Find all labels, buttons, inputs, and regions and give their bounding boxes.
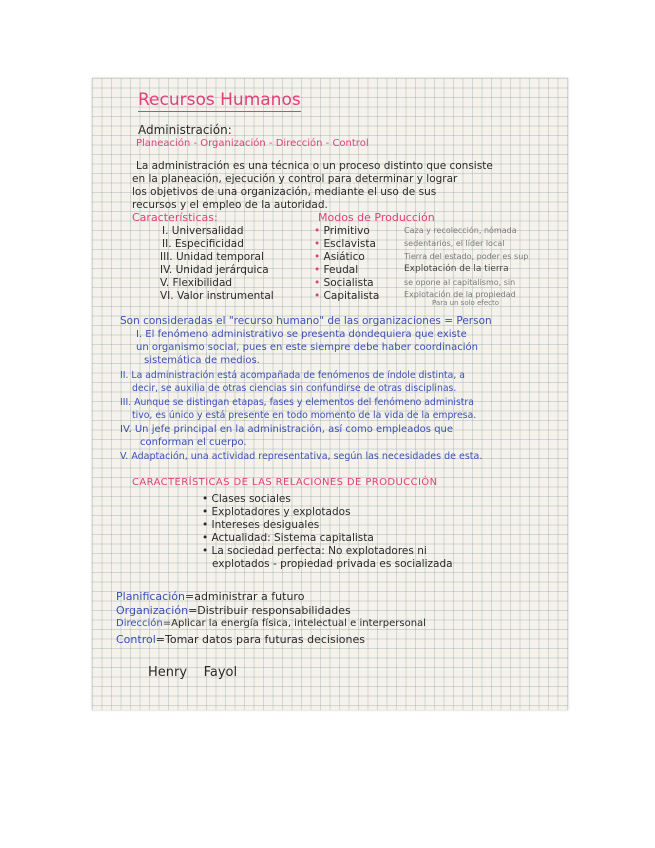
definition-line: La administración es una técnica o un proceso distinto que consiste (136, 160, 493, 172)
caracteristica-item: IV. Unidad jerárquica (160, 264, 269, 276)
caracteristica-item: III. Unidad temporal (160, 251, 264, 263)
recurso-item: tivo, es único y está presente en todo momento de la vida de la empresa. (132, 410, 477, 421)
definition-line: recursos y el empleo de la autoridad. (132, 199, 328, 211)
modo-note: Explotación de la propiedad (404, 290, 516, 299)
modo-note: Tierra del estado, poder es sup (404, 252, 529, 261)
recurso-humano-heading: Son consideradas el "recurso humano" de las organizaciones = Person (120, 315, 492, 327)
recurso-item: IV. Un jefe principal en la administración, así como empleados que (120, 424, 454, 435)
modo-note: Caza y recolección, nómada (404, 226, 517, 235)
author-name: Henry Fayol (148, 665, 238, 680)
caracteristica-item: V. Flexibilidad (160, 277, 233, 289)
fase-organizacion: Organización=Distribuir responsabilidades (116, 604, 351, 617)
fase-direccion: Dirección=Aplicar la energía física, intelectual e interpersonal (116, 618, 426, 629)
modo-note: sedentarios, el líder local (404, 239, 505, 248)
definition-line: los objetivos de una organización, mediante el uso de sus (132, 186, 437, 198)
relacion-item: explotados - propiedad privada es socializada (212, 558, 453, 570)
modo-item: • Asiático (314, 251, 365, 263)
recurso-item: un organismo social, pues en este siempre debe haber coordinación (136, 342, 479, 353)
admin-heading: Administración: (138, 123, 232, 137)
relaciones-heading: CARACTERÍSTICAS DE LAS RELACIONES DE PRODUCCIÓN (132, 477, 438, 488)
page-title: Recursos Humanos (138, 90, 301, 110)
caracteristica-item: II. Especificidad (162, 238, 244, 250)
modo-item: • Socialista (314, 277, 374, 289)
admin-phases: Planeación - Organización - Dirección - Control (136, 138, 369, 149)
recurso-item: II. La administración está acompañada de fenómenos de índole distinta, a (120, 370, 465, 381)
recurso-item: sistemática de medios. (144, 355, 260, 366)
notebook-page (92, 78, 568, 710)
modo-note: Explotación de la tierra (404, 264, 509, 274)
fase-control: Control=Tomar datos para futuras decisiones (116, 633, 365, 646)
modo-item: • Esclavista (314, 238, 376, 250)
modo-item: • Feudal (314, 264, 359, 276)
recurso-item: I. El fenómeno administrativo se presenta dondequiera que existe (136, 329, 467, 340)
modo-note: se opone al capitalismo, sin (404, 278, 516, 287)
recurso-item: V. Adaptación, una actividad representativa, según las necesidades de esta. (120, 451, 483, 462)
relacion-item: • Explotadores y explotados (202, 506, 351, 518)
relacion-item: • Intereses desiguales (202, 519, 320, 531)
caracteristica-item: I. Universalidad (162, 225, 244, 237)
recurso-item: decir, se auxilia de otras ciencias sin confundirse de otras disciplinas. (132, 383, 457, 394)
recurso-item: III. Aunque se distingan etapas, fases y elementos del fenómeno administra (120, 397, 474, 408)
relacion-item: • La sociedad perfecta: No explotadores ni (202, 545, 427, 557)
caracteristica-item: VI. Valor instrumental (160, 290, 274, 302)
relacion-item: • Actualidad: Sistema capitalista (202, 532, 374, 544)
caracteristicas-heading: Características: (132, 211, 218, 224)
fase-planificacion: Planificación=administrar a futuro (116, 590, 305, 603)
relacion-item: • Clases sociales (202, 493, 291, 505)
modo-item: • Primitivo (314, 225, 370, 237)
definition-line: en la planeación, ejecución y control para determinar y lograr (132, 173, 458, 185)
recurso-item: conforman el cuerpo. (140, 437, 247, 448)
modo-extra-note: Para un solo efecto (432, 299, 500, 307)
modos-heading: Modos de Producción (318, 211, 435, 224)
modo-item: • Capitalista (314, 290, 380, 302)
